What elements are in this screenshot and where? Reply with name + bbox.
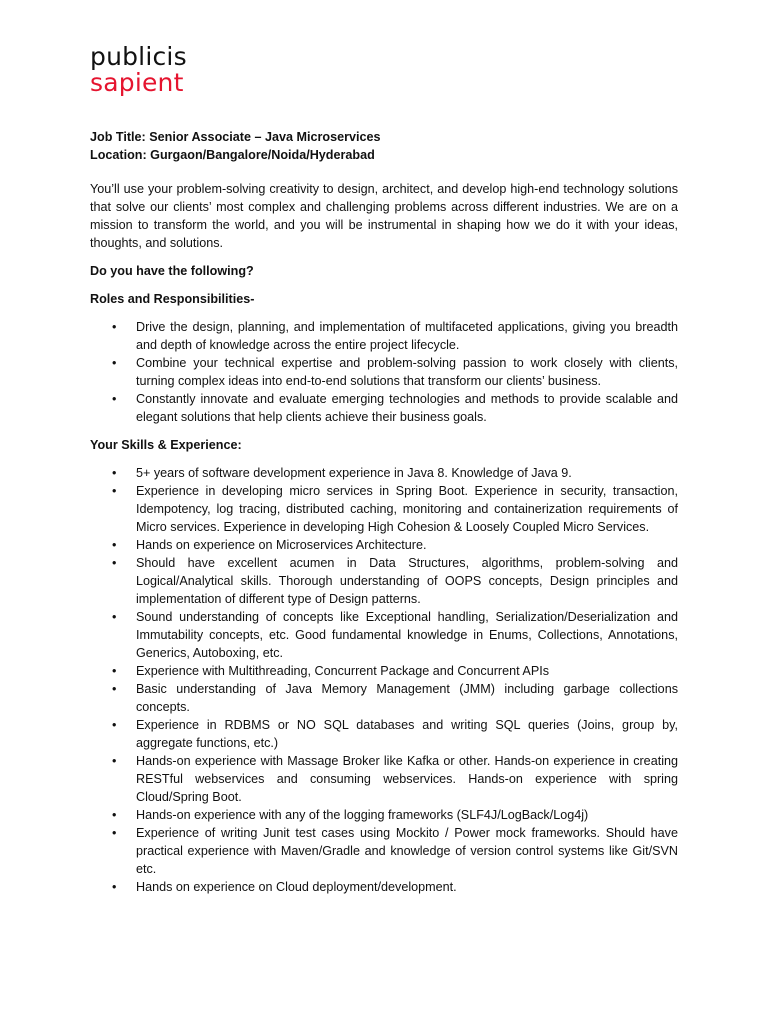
list-item-text: Sound understanding of concepts like Exceptional handling, Serialization/Deserialization and Immutability concepts, etc. Good fundamental knowledge in Enums, Collections, Annotations, Generics, Autoboxing, etc.: [136, 610, 678, 660]
list-item-text: Drive the design, planning, and implementation of multifaceted applications, giving you breadth and depth of knowledge across the entire project lifecycle.: [136, 320, 678, 352]
skills-heading: Your Skills & Experience:: [90, 438, 242, 452]
list-item: [90, 482, 678, 536]
list-item: [90, 824, 678, 878]
bullet-icon: •: [112, 664, 117, 678]
list-item-text: Hands-on experience with Massage Broker like Kafka or other. Hands-on experience in creating RESTful webservices and consuming webservices. Hands-on experience with spring Cloud/Spring Boot.: [136, 754, 678, 804]
bullet-icon: •: [112, 754, 117, 768]
bullet-icon: •: [112, 538, 117, 552]
list-item-text: Hands on experience on Cloud deployment/development.: [136, 880, 457, 894]
list-item: [90, 662, 678, 680]
list-item-text: Experience with Multithreading, Concurrent Package and Concurrent APIs: [136, 664, 550, 678]
list-item-text: 5+ years of software development experience in Java 8. Knowledge of Java 9.: [136, 466, 572, 480]
bullet-icon: •: [112, 484, 117, 498]
bullet-icon: •: [112, 610, 117, 624]
bullet-icon: •: [112, 556, 117, 570]
list-item-text: Should have excellent acumen in Data Structures, algorithms, problem-solving and Logical/Analytical skills. Thorough understanding of OOPS concepts, Design principles and implementation of different type of Design patterns.: [136, 556, 678, 606]
list-item: [90, 878, 678, 896]
logo-line-publicis: publicis: [90, 42, 187, 71]
list-item-text: Hands-on experience with any of the logging frameworks (SLF4J/LogBack/Log4j): [136, 808, 589, 822]
intro-paragraph: You’ll use your problem-solving creativity to design, architect, and develop high-end technology solutions that solve our clients’ most complex and challenging problems across different industries. We are on a mission to transform the world, and you will be instrumental in shaping how we do it with your ideas, thoughts, and solutions.: [90, 182, 678, 250]
roles-list: [90, 318, 678, 426]
bullet-icon: •: [112, 682, 117, 696]
bullet-icon: •: [112, 392, 117, 406]
list-item-text: Experience in developing micro services in Spring Boot. Experience in security, transaction, Idempotency, log tracing, distributed caching, monitoring and containerization requirements of Micro services. Experience in developing High Cohesion & Loosely Coupled Micro Services.: [136, 484, 678, 534]
list-item-text: Constantly innovate and evaluate emerging technologies and methods to provide scalable and elegant solutions that help clients achieve their business goals.: [136, 392, 678, 424]
list-item: [90, 806, 678, 824]
list-item-text: Experience in RDBMS or NO SQL databases and writing SQL queries (Joins, group by, aggregate functions, etc.): [136, 718, 678, 750]
question-heading: Do you have the following?: [90, 264, 254, 278]
list-item-text: Combine your technical expertise and problem-solving passion to work closely with clients, turning complex ideas into end-to-end solutions that transform our clients’ business.: [136, 356, 678, 388]
list-item-text: Experience of writing Junit test cases using Mockito / Power mock frameworks. Should have practical experience with Maven/Gradle and knowledge of version control systems like Git/SVN etc.: [136, 826, 678, 876]
bullet-icon: •: [112, 466, 117, 480]
bullet-icon: •: [112, 880, 117, 894]
bullet-icon: •: [112, 356, 117, 370]
list-item: [90, 608, 678, 662]
job-location: Location: Gurgaon/Bangalore/Noida/Hyderabad: [90, 148, 375, 162]
skills-list: [90, 464, 678, 896]
list-item: [90, 390, 678, 426]
list-item-text: Basic understanding of Java Memory Management (JMM) including garbage collections concepts.: [136, 682, 678, 714]
publicis-sapient-logo: [90, 44, 187, 96]
list-item: [90, 536, 678, 554]
list-item: [90, 680, 678, 716]
roles-heading: Roles and Responsibilities-: [90, 292, 255, 306]
bullet-icon: •: [112, 718, 117, 732]
job-title: Job Title: Senior Associate – Java Microservices: [90, 130, 381, 144]
bullet-icon: •: [112, 320, 117, 334]
bullet-icon: •: [112, 808, 117, 822]
list-item: [90, 554, 678, 608]
list-item: [90, 354, 678, 390]
document-body: [90, 128, 678, 896]
logo-line-sapient: sapient: [90, 68, 184, 97]
list-item: [90, 752, 678, 806]
list-item: [90, 318, 678, 354]
list-item-text: Hands on experience on Microservices Architecture.: [136, 538, 427, 552]
list-item: [90, 716, 678, 752]
list-item: [90, 464, 678, 482]
bullet-icon: •: [112, 826, 117, 840]
